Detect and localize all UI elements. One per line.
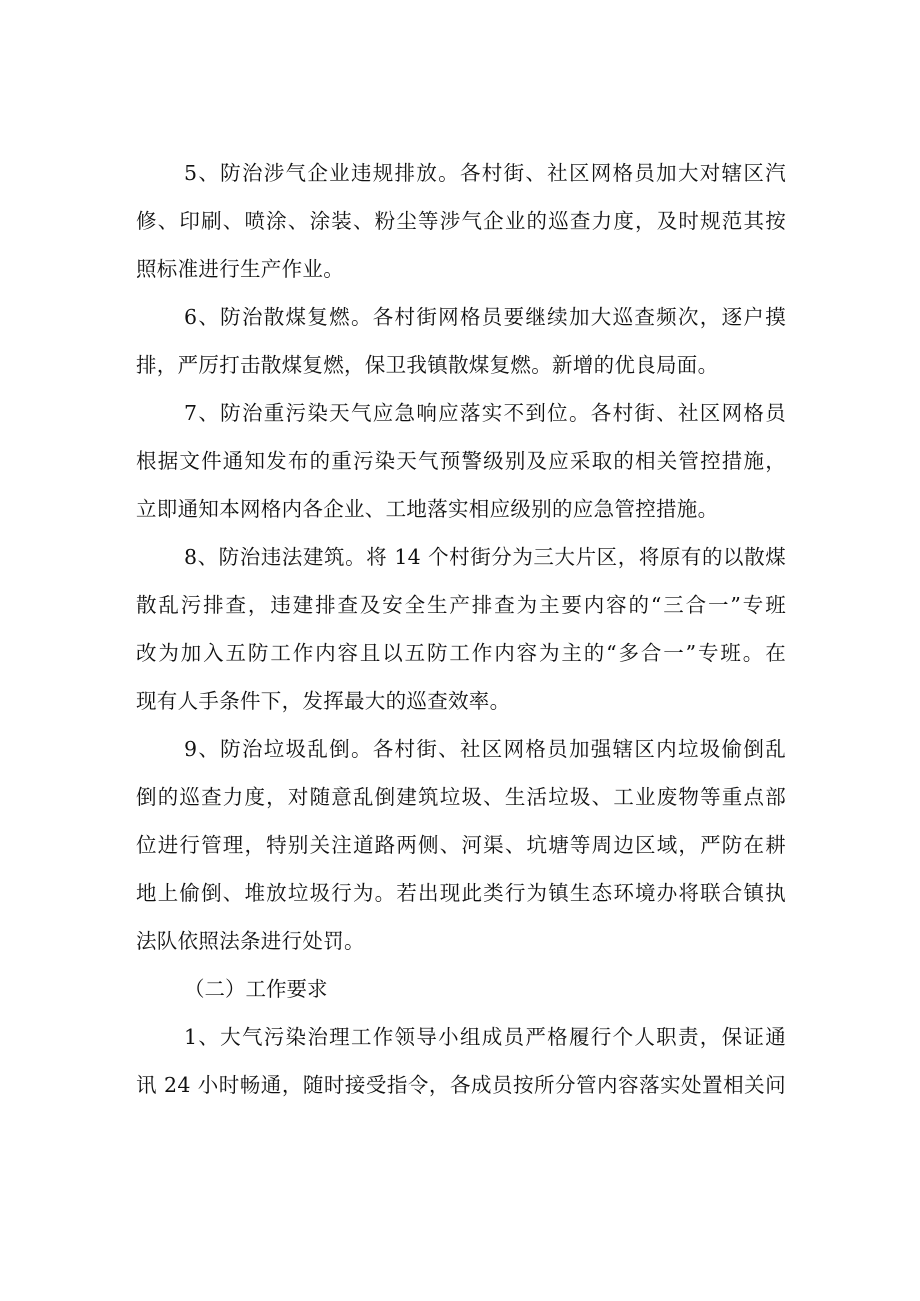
paragraph-9-line-3: 位进行管理，特别关注道路两侧、河渠、坑塘等周边区域，严防在耕 <box>136 833 786 857</box>
paragraph-7-line-2: 根据文件通知发布的重污染天气预警级别及应采取的相关管控措施， <box>136 449 786 473</box>
paragraph-6-line-1: 6、防治散煤复燃。各村街网格员要继续加大巡查频次，逐户摸 <box>184 305 786 329</box>
section-heading: （二）工作要求 <box>184 977 328 1001</box>
paragraph-9-line-4: 地上偷倒、堆放垃圾行为。若出现此类行为镇生态环境办将联合镇执 <box>136 881 786 905</box>
paragraph-9-line-1: 9、防治垃圾乱倒。各村街、社区网格员加强辖区内垃圾偷倒乱 <box>184 737 786 761</box>
paragraph-8-line-4: 现有人手条件下，发挥最大的巡查效率。 <box>136 689 511 713</box>
paragraph-5-line-2: 修、印刷、喷涂、涂装、粉尘等涉气企业的巡查力度，及时规范其按 <box>136 209 786 233</box>
paragraph-7-line-3: 立即通知本网格内各企业、工地落实相应级别的应急管控措施。 <box>136 497 719 521</box>
paragraph-8-line-3: 改为加入五防工作内容且以五防工作内容为主的“多合一”专班。在 <box>136 641 786 665</box>
paragraph-6-line-2: 排，严厉打击散煤复燃，保卫我镇散煤复燃。新增的优良局面。 <box>136 353 719 377</box>
paragraph-5-line-1: 5、防治涉气企业违规排放。各村街、社区网格员加大对辖区汽 <box>184 161 786 185</box>
paragraph-8-line-1: 8、防治违法建筑。将 14 个村街分为三大片区，将原有的以散煤 <box>184 545 786 569</box>
paragraph-7-line-1: 7、防治重污染天气应急响应落实不到位。各村街、社区网格员 <box>184 401 786 425</box>
paragraph-9-line-5: 法队依照法条进行处罚。 <box>136 929 365 953</box>
requirement-1-line-1: 1、大气污染治理工作领导小组成员严格履行个人职责，保证通 <box>184 1025 786 1049</box>
paragraph-9-line-2: 倒的巡查力度，对随意乱倒建筑垃圾、生活垃圾、工业废物等重点部 <box>136 785 786 809</box>
paragraph-5-line-3: 照标准进行生产作业。 <box>136 257 344 281</box>
paragraph-8-line-2: 散乱污排查，违建排查及安全生产排查为主要内容的“三合一”专班 <box>136 593 786 617</box>
requirement-1-line-2: 讯 24 小时畅通，随时接受指令，各成员按所分管内容落实处置相关问 <box>136 1073 786 1097</box>
